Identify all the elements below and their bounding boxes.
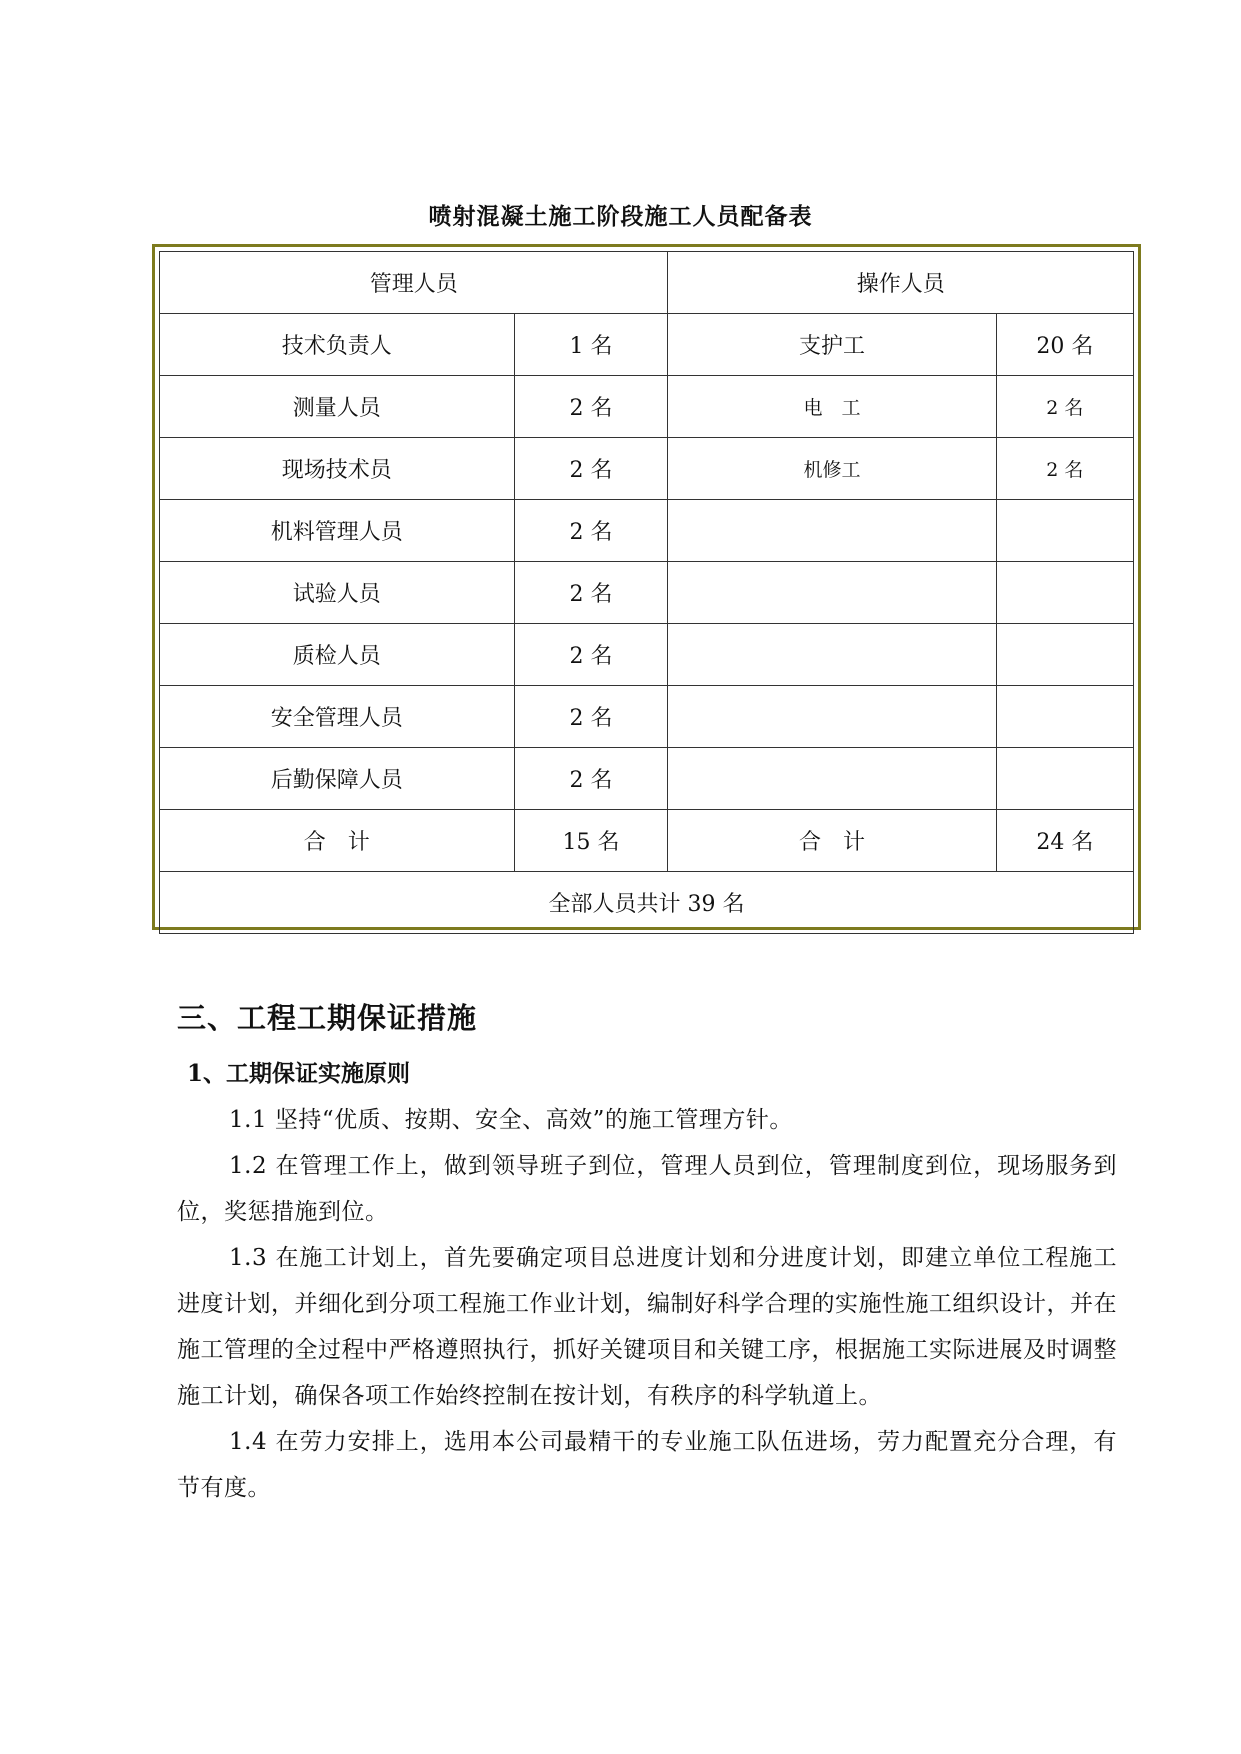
mgmt-role: 现场技术员: [160, 438, 515, 500]
mgmt-count: 2 名: [514, 562, 668, 624]
mgmt-subtotal-label: 合 计: [160, 810, 515, 872]
mgmt-role: 技术负责人: [160, 314, 515, 376]
mgmt-count: 1 名: [514, 314, 668, 376]
op-count: [996, 748, 1133, 810]
op-role: [668, 562, 996, 624]
op-count: [996, 686, 1133, 748]
header-management: 管理人员: [160, 252, 668, 314]
mgmt-role: 测量人员: [160, 376, 515, 438]
op-role: 支护工: [668, 314, 996, 376]
table-title: 喷射混凝土施工阶段施工人员配备表: [428, 203, 813, 230]
mgmt-role: 试验人员: [160, 562, 515, 624]
paragraph-1-3: 1.3 在施工计划上，首先要确定项目总进度计划和分进度计划，即建立单位工程施工进度计划，并细化到分项工程施工作业计划，编制好科学合理的实施性施工组织设计，并在施工管理的全过程中严格遵照执行，抓好关键项目和关键工序，根据施工实际进展及时调整施工计划，确保各项工作始终控制在按计划，有秩序的科学轨道上。: [177, 1245, 1117, 1409]
section-heading: 三、工程工期保证措施: [177, 1001, 478, 1035]
table-grand-total-row: [160, 872, 1134, 934]
header-operation: 操作人员: [668, 252, 1134, 314]
paragraph-1-4: 1.4 在劳力安排上，选用本公司最精干的专业施工队伍进场，劳力配置充分合理，有节有度。: [177, 1429, 1117, 1501]
op-role: [668, 624, 996, 686]
mgmt-count: 2 名: [514, 376, 668, 438]
op-subtotal-label: 合 计: [668, 810, 996, 872]
op-role: [668, 500, 996, 562]
table-row: [160, 562, 1134, 624]
table-subtotal-row: [160, 810, 1134, 872]
table-row: [160, 686, 1134, 748]
op-count: [996, 624, 1133, 686]
table-header-row: [160, 252, 1134, 314]
op-count: 2 名: [996, 438, 1133, 500]
mgmt-role: 质检人员: [160, 624, 515, 686]
op-role: 电 工: [668, 376, 996, 438]
table-row: [160, 748, 1134, 810]
mgmt-count: 2 名: [514, 686, 668, 748]
table-row: [160, 376, 1134, 438]
op-subtotal: 24 名: [996, 810, 1133, 872]
mgmt-role: 后勤保障人员: [160, 748, 515, 810]
table-row: [160, 500, 1134, 562]
mgmt-count: 2 名: [514, 624, 668, 686]
op-count: 20 名: [996, 314, 1133, 376]
op-count: [996, 562, 1133, 624]
op-count: [996, 500, 1133, 562]
paragraph-1-2: 1.2 在管理工作上，做到领导班子到位，管理人员到位，管理制度到位，现场服务到位，奖惩措施到位。: [177, 1153, 1117, 1225]
staffing-table-frame: [152, 244, 1141, 930]
mgmt-subtotal: 15 名: [514, 810, 668, 872]
op-role: [668, 748, 996, 810]
mgmt-count: 2 名: [514, 748, 668, 810]
section-subheading: 1、工期保证实施原则: [187, 1060, 411, 1087]
table-row: [160, 438, 1134, 500]
staffing-table: [159, 251, 1134, 934]
paragraph-1-1: 1.1 坚持“优质、按期、安全、高效”的施工管理方针。: [229, 1107, 793, 1133]
op-role: 机修工: [668, 438, 996, 500]
mgmt-role: 安全管理人员: [160, 686, 515, 748]
mgmt-count: 2 名: [514, 500, 668, 562]
op-role: [668, 686, 996, 748]
table-row: [160, 624, 1134, 686]
mgmt-count: 2 名: [514, 438, 668, 500]
mgmt-role: 机料管理人员: [160, 500, 515, 562]
grand-total: 全部人员共计 39 名: [160, 872, 1134, 934]
table-row: [160, 314, 1134, 376]
op-count: 2 名: [996, 376, 1133, 438]
